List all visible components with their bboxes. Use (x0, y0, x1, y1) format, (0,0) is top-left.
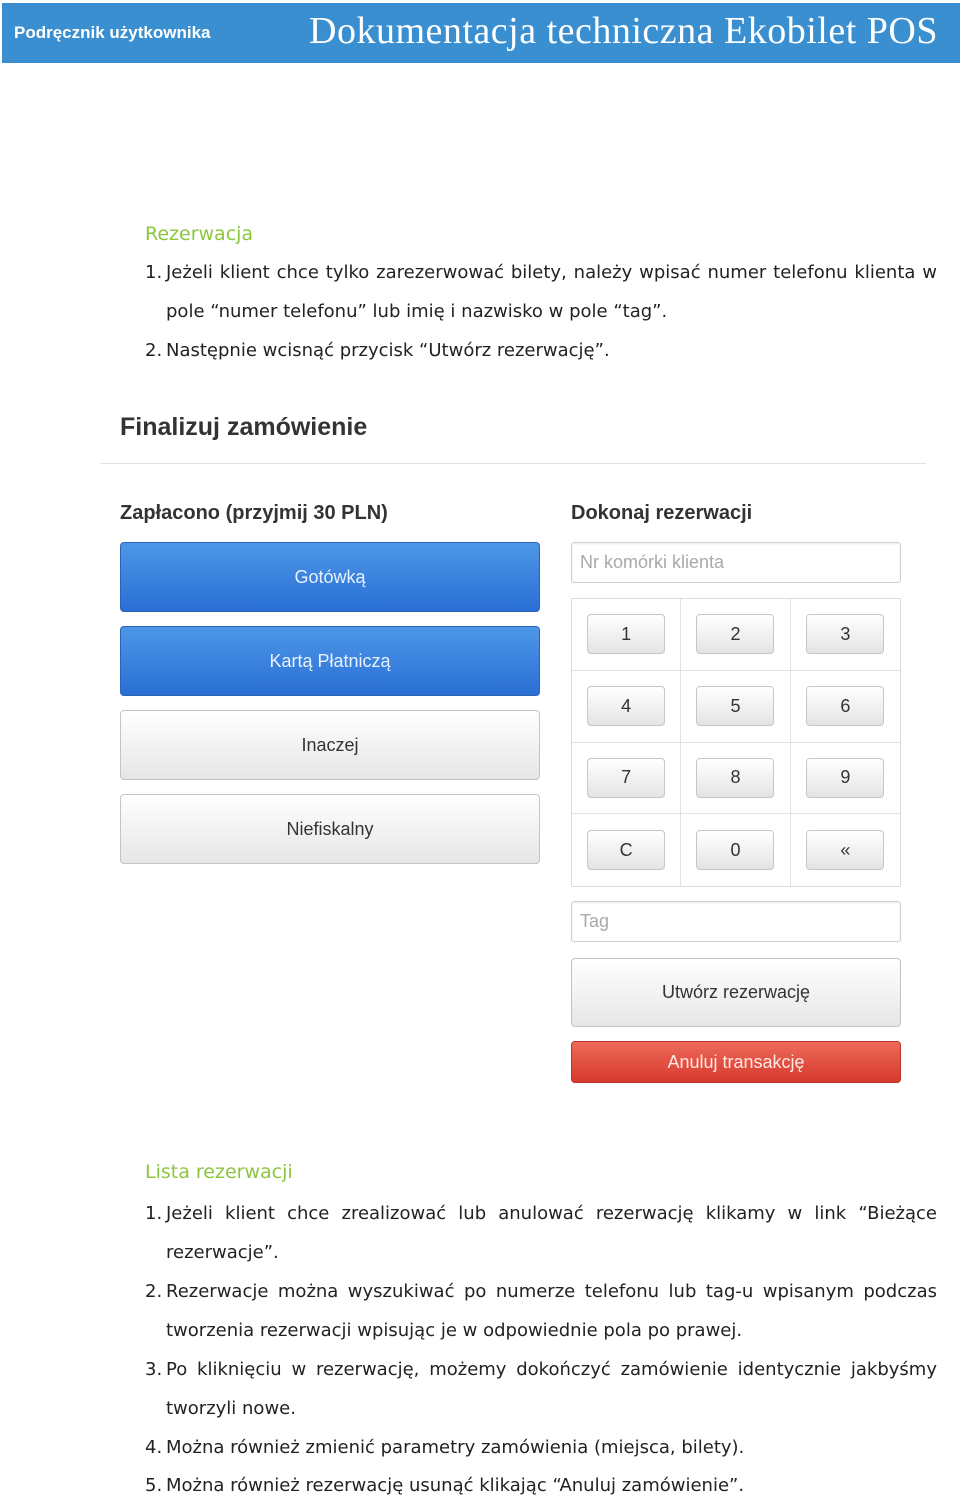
keypad-cell (681, 814, 790, 886)
key-9[interactable]: 9 (806, 758, 884, 798)
header-left-title: Podręcznik użytkownika (14, 23, 211, 42)
keypad-cell (791, 814, 900, 886)
list-item (145, 253, 937, 331)
keypad-cell (681, 599, 790, 671)
keypad-cell (681, 743, 790, 815)
list-item (145, 1272, 937, 1350)
keypad-cell (572, 743, 681, 815)
key-4[interactable]: 4 (587, 686, 665, 726)
non-fiscal-button[interactable]: Niefiskalny (120, 794, 540, 864)
item-number: 4. (145, 1437, 163, 1458)
section-title-reservation-list: Lista rezerwacji (145, 1161, 293, 1183)
keypad-cell (572, 814, 681, 886)
keypad-cell (572, 671, 681, 743)
tag-input[interactable]: Tag (571, 901, 901, 942)
header-right-title: Dokumentacja techniczna Ekobilet POS (309, 10, 938, 52)
other-payment-button[interactable]: Inaczej (120, 710, 540, 780)
key-2[interactable]: 2 (696, 614, 774, 654)
key-6[interactable]: 6 (806, 686, 884, 726)
cash-button[interactable]: Gotówką (120, 542, 540, 612)
list-item (145, 331, 937, 370)
keypad (571, 598, 901, 887)
key-clear[interactable]: C (587, 830, 665, 870)
phone-input[interactable]: Nr komórki klienta (571, 542, 901, 583)
paid-title: Zapłacono (przyjmij 30 PLN) (120, 502, 388, 524)
page-header (2, 3, 960, 63)
item-number: 1. (145, 1203, 163, 1224)
section-title-reservation: Rezerwacja (145, 223, 254, 245)
item-number: 5. (145, 1475, 163, 1496)
key-5[interactable]: 5 (696, 686, 774, 726)
item-text: Można również zmienić parametry zamówienia (miejsca, bilety). (166, 1437, 745, 1458)
item-text: Po kliknięciu w rezerwację, możemy dokończyć zamówienie identycznie jakbyśmy tworzyli nowe. (166, 1359, 937, 1419)
item-number: 2. (145, 1281, 163, 1302)
key-0[interactable]: 0 (696, 830, 774, 870)
key-3[interactable]: 3 (806, 614, 884, 654)
list-item (145, 1466, 937, 1505)
keypad-cell (791, 743, 900, 815)
item-number: 1. (145, 262, 163, 283)
reserve-title: Dokonaj rezerwacji (571, 502, 753, 524)
list-item (145, 1428, 937, 1467)
key-8[interactable]: 8 (696, 758, 774, 798)
keypad-cell (791, 671, 900, 743)
item-text: Rezerwacje można wyszukiwać po numerze telefonu lub tag-u wpisanym podczas tworzenia rezerwacji wpisując je w odpowiednie pola po prawej. (166, 1281, 937, 1341)
create-reservation-button[interactable]: Utwórz rezerwację (571, 958, 901, 1027)
finalize-order-title: Finalizuj zamówienie (120, 413, 368, 441)
divider (100, 463, 926, 464)
list-item (145, 1194, 937, 1272)
keypad-cell (791, 599, 900, 671)
item-text: Jeżeli klient chce zrealizować lub anulować rezerwację klikamy w link “Bieżące rezerwacje”. (166, 1203, 937, 1263)
key-1[interactable]: 1 (587, 614, 665, 654)
item-text: Można również rezerwację usunąć klikając “Anuluj zamówienie”. (166, 1475, 745, 1496)
keypad-cell (681, 671, 790, 743)
item-number: 3. (145, 1359, 163, 1380)
cancel-transaction-button[interactable]: Anuluj transakcję (571, 1041, 901, 1083)
list-item (145, 1350, 937, 1428)
card-button[interactable]: Kartą Płatniczą (120, 626, 540, 696)
item-text: Następnie wcisnąć przycisk “Utwórz rezerwację”. (166, 340, 610, 361)
keypad-cell (572, 599, 681, 671)
item-text: Jeżeli klient chce tylko zarezerwować bilety, należy wpisać numer telefonu klienta w pole “numer telefonu” lub imię i nazwisko w pole “tag”. (166, 262, 937, 322)
item-number: 2. (145, 340, 163, 361)
key-backspace[interactable]: « (806, 830, 884, 870)
key-7[interactable]: 7 (587, 758, 665, 798)
